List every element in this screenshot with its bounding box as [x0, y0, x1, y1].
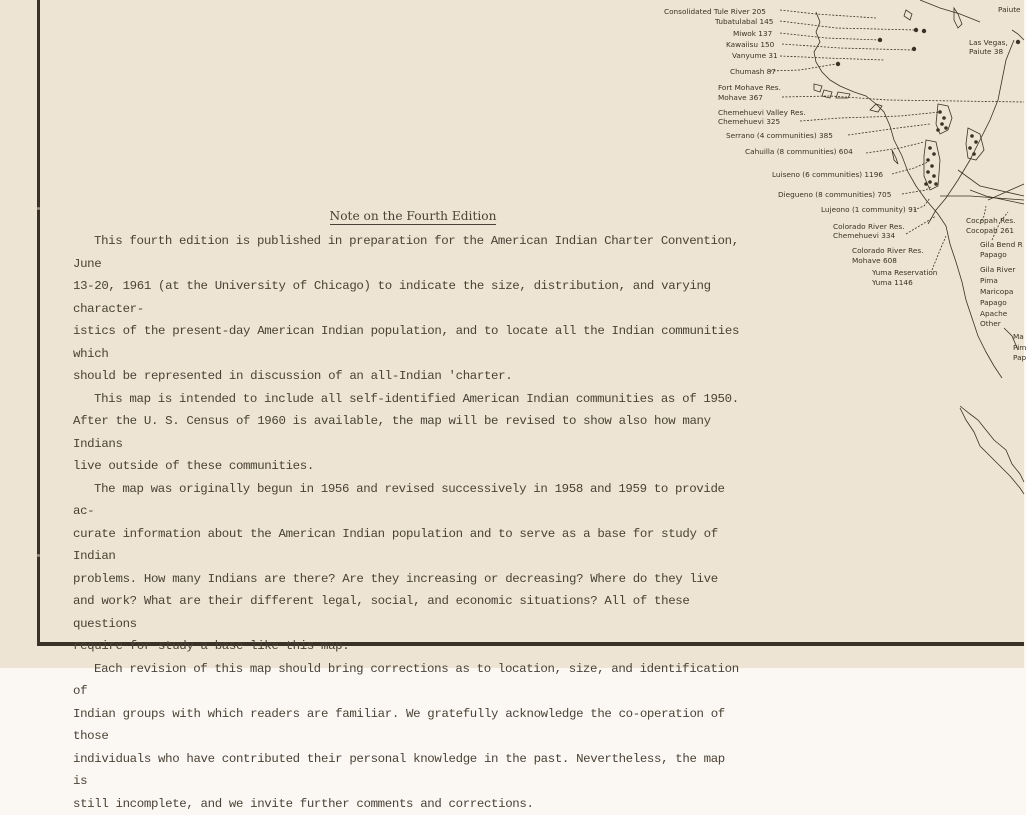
- fourth-edition-note: [73, 209, 743, 815]
- community-dot: [928, 146, 932, 150]
- community-dot: [878, 38, 882, 42]
- label-serrano: Serrano (4 communities) 385: [726, 131, 833, 140]
- label-cocopah-res: Cocopah Res.: [966, 216, 1015, 225]
- pinhole: [37, 554, 40, 557]
- note-line: individuals who have contributed their personal knowledge in the past. Nevertheless, the map is: [73, 752, 725, 789]
- label-pim: Pim: [1013, 343, 1026, 352]
- leader-line: [848, 124, 930, 135]
- map-border-left: [37, 0, 40, 646]
- community-dot: [922, 29, 926, 33]
- note-line: The map was originally begun in 1956 and revised successively in 1958 and 1959 to provide ac-: [73, 482, 725, 519]
- label-vanyume: Vanyume 31: [732, 51, 778, 60]
- community-dot: [930, 164, 934, 168]
- label-pap: Pap: [1013, 353, 1026, 362]
- label-chemehuevi-334: Chemehuevi 334: [833, 231, 895, 240]
- label-other: Other: [980, 319, 1001, 328]
- note-line: problems. How many Indians are there? Are they increasing or decreasing? Where do they live: [73, 572, 718, 586]
- label-diegueno: Diegueno (8 communities) 705: [778, 190, 891, 199]
- leader-line: [780, 56, 884, 60]
- label-chemehuevi-valley-res: Chemehuevi Valley Res.: [718, 108, 806, 117]
- note-line: live outside of these communities.: [73, 459, 314, 473]
- leader-line: [782, 44, 912, 50]
- label-papago-1: Papago: [980, 250, 1007, 259]
- reservation-outline: [814, 84, 822, 92]
- label-tubatulabal: Tubatulabal 145: [715, 17, 773, 26]
- note-line: 13-20, 1961 (at the University of Chicago) to indicate the size, distribution, and varying character-: [73, 279, 711, 316]
- community-dot: [938, 110, 942, 114]
- community-dot: [914, 28, 918, 32]
- label-cocopah-261: Cocopah 261: [966, 226, 1014, 235]
- label-las-vegas: Las Vegas,: [969, 38, 1008, 47]
- leader-line: [932, 236, 946, 270]
- note-line: require for study a base like this map.: [73, 639, 349, 653]
- label-mohave-608: Mohave 608: [852, 256, 897, 265]
- community-dot: [974, 140, 978, 144]
- note-title: Note on the Fourth Edition: [330, 209, 497, 225]
- note-line: This map is intended to include all self-identified American Indian communities as of 1950.: [94, 392, 739, 406]
- community-dot: [936, 128, 940, 132]
- note-line: curate information about the American Indian population and to serve as a base for study of Indian: [73, 527, 718, 564]
- note-line: Indian groups with which readers are familiar. We gratefully acknowledge the co-operation of those: [73, 707, 725, 744]
- label-kawaiisu: Kawaiisu 150: [726, 40, 774, 49]
- leader-line: [866, 142, 924, 153]
- leader-line: [958, 170, 1024, 196]
- community-dot: [942, 116, 946, 120]
- state-border: [940, 196, 1024, 200]
- note-line: Each revision of this map should bring corrections as to location, size, and identification of: [73, 662, 739, 699]
- leader-line: [906, 216, 936, 234]
- label-papago-2: Papago: [980, 298, 1007, 307]
- note-line: and work? What are their different legal, social, and economic situations? All of these questions: [73, 594, 689, 631]
- community-dot: [972, 152, 976, 156]
- leader-line: [800, 112, 940, 121]
- note-line: This fourth edition is published in preparation for the American Indian Charter Convention, June: [73, 234, 739, 271]
- label-miwok: Miwok 137: [733, 29, 772, 38]
- note-line: still incomplete, and we invite further comments and corrections.: [73, 797, 534, 811]
- label-gila-river: Gila River: [980, 265, 1015, 274]
- community-dot: [932, 152, 936, 156]
- label-pima: Pima: [980, 276, 998, 285]
- community-dot: [926, 170, 930, 174]
- label-yuma-reservation: Yuma Reservation: [872, 268, 937, 277]
- state-border: [920, 0, 980, 22]
- label-lujeono: Lujeono (1 community) 91: [821, 205, 917, 214]
- community-dot: [928, 180, 932, 184]
- community-dot: [926, 158, 930, 162]
- island: [870, 104, 882, 112]
- label-paiute-top: Paiute: [998, 5, 1021, 14]
- community-dot: [940, 122, 944, 126]
- note-paragraph: [73, 478, 743, 658]
- label-cahuilla: Cahuilla (8 communities) 604: [745, 147, 853, 156]
- leader-line: [780, 33, 880, 40]
- leader-line: [780, 10, 876, 18]
- label-paiute-38: Paiute 38: [969, 47, 1003, 56]
- note-line: istics of the present-day American Indian population, and to locate all the Indian communities which: [73, 324, 739, 361]
- reservation-outline: [1012, 30, 1024, 40]
- note-paragraph: [73, 658, 743, 815]
- label-colorado-river-res-1: Colorado River Res.: [833, 222, 905, 231]
- note-paragraph: [73, 388, 743, 478]
- community-dot: [944, 126, 948, 130]
- leader-line: [782, 96, 1024, 102]
- note-paragraph: [73, 230, 743, 388]
- community-dot: [932, 174, 936, 178]
- leader-line: [780, 21, 916, 30]
- note-line: should be represented in discussion of an all-Indian 'charter.: [73, 369, 512, 383]
- community-dot: [1016, 40, 1020, 44]
- reservation-outline: [822, 90, 832, 98]
- label-maricopa: Maricopa: [980, 287, 1013, 296]
- pinhole: [37, 207, 40, 210]
- label-mohave-367: Mohave 367: [718, 93, 763, 102]
- community-dot: [836, 62, 840, 66]
- label-luiseno: Luiseno (6 communities) 1196: [772, 170, 883, 179]
- community-dot: [924, 182, 928, 186]
- community-dot: [970, 134, 974, 138]
- label-chemehuevi-325: Chemehuevi 325: [718, 117, 780, 126]
- leader-line: [770, 64, 836, 71]
- label-consolidated-tule-river: Consolidated Tule River 205: [664, 7, 766, 16]
- island: [892, 150, 898, 164]
- label-apache: Apache: [980, 309, 1007, 318]
- label-gila-bend: Gila Bend R: [980, 240, 1023, 249]
- community-dot: [968, 146, 972, 150]
- note-line: After the U. S. Census of 1960 is available, the map will be revised to show also how many Indians: [73, 414, 711, 451]
- label-colorado-river-res-2: Colorado River Res.: [852, 246, 924, 255]
- label-yuma-1146: Yuma 1146: [872, 278, 913, 287]
- label-ma: Ma: [1013, 332, 1024, 341]
- reservation-outline: [904, 10, 912, 20]
- reservation-outline: [954, 8, 962, 28]
- label-fort-mohave-res: Fort Mohave Res.: [718, 83, 781, 92]
- community-dot: [934, 182, 938, 186]
- community-dot: [912, 47, 916, 51]
- label-chumash: Chumash 87: [730, 67, 776, 76]
